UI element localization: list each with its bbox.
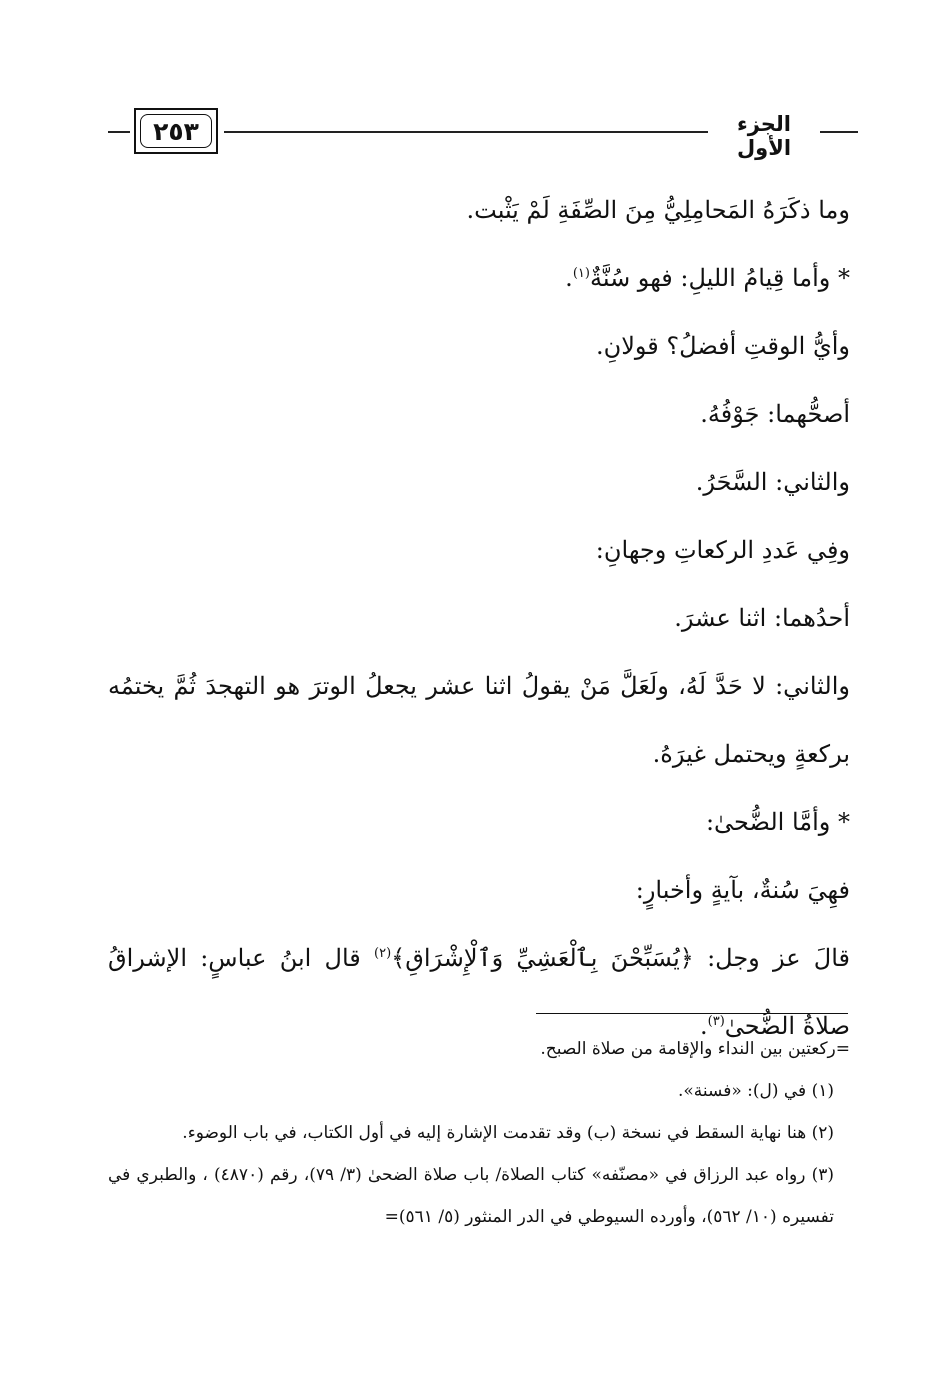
paragraph: * وأمَّا الضُّحىٰ:	[705, 808, 850, 836]
footnote: (١) في (ل): «فسنة».	[677, 1081, 834, 1101]
footnotes	[108, 1028, 850, 1238]
footnote: (٢) هنا نهاية السقط في نسخة (ب) وقد تقدمت الإشارة إليه في أول الكتاب، في باب الوضوء.	[182, 1123, 834, 1143]
main-text	[108, 176, 850, 1060]
page-number-frame	[134, 108, 218, 154]
paragraph: أحدُهما: اثنا عشرَ.	[674, 604, 850, 632]
paragraph: وأيُّ الوقتِ أفضلُ؟ قولانِ.	[595, 332, 850, 360]
paragraph	[108, 244, 850, 312]
paragraph: فهِيَ سُنةٌ، بآيةٍ وأخبارٍ:	[635, 876, 850, 904]
paragraph-punct: .	[565, 264, 573, 292]
paragraph: والثاني: لا حَدَّ لَهُ، ولَعَلَّ مَنْ يقولُ اثنا عشر يجعلُ الوترَ هو التهجدَ ثُمَّ يختمُه بركعةٍ ويحتمل غيرَهُ.	[108, 672, 850, 768]
page-number: ٢٥٣	[140, 114, 212, 148]
paragraph: أصحُّهما: جَوْفُهُ.	[700, 400, 850, 428]
header-rule-left	[108, 131, 130, 133]
paragraph-text: قالَ عز وجل: ﴿يُسَبِّحْنَ بِٱلْعَشِيِّ وَٱلْإِشْرَاقِ﴾	[391, 944, 850, 972]
paragraph: وفِي عَددِ الركعاتِ وجهانِ:	[595, 536, 850, 564]
footnote-separator	[536, 1013, 848, 1014]
paragraph-text: * وأما قِيامُ الليلِ: فهو سُنَّةٌ	[589, 264, 850, 292]
page-header	[108, 104, 858, 164]
footnote-ref: (٢)	[374, 946, 392, 961]
header-rule-right	[820, 131, 858, 133]
header-rule-middle	[224, 131, 708, 133]
paragraph: وما ذكَرَهُ المَحامِلِيُّ مِنَ الصِّفَةِ لَمْ يَثْبت.	[466, 196, 850, 224]
paragraph-punct: .	[700, 1012, 708, 1040]
paragraph-text: قال ابنُ عباسٍ: الإشراقُ صلاةُ الضُّحىٰ	[108, 944, 850, 1040]
paragraph: والثاني: السَّحَرُ.	[695, 468, 850, 496]
running-title: الجزء الأول	[736, 112, 792, 160]
footnote-continuation: =ركعتين بين النداء والإقامة من صلاة الصبح.	[540, 1039, 850, 1059]
footnote-ref: (١)	[572, 266, 590, 281]
footnote: (٣) رواه عبد الرزاق في «مصنّفه» كتاب الصلاة/ باب صلاة الضحىٰ (٣/ ٧٩)، رقم (٤٨٧٠) ، والطبري في تفسيره (١٠/ ٥٦٢)، وأورده السيوطي في الدر المنثور (٥/ ٥٦١)=	[108, 1165, 834, 1227]
footnote-ref: (٣)	[707, 1014, 725, 1029]
